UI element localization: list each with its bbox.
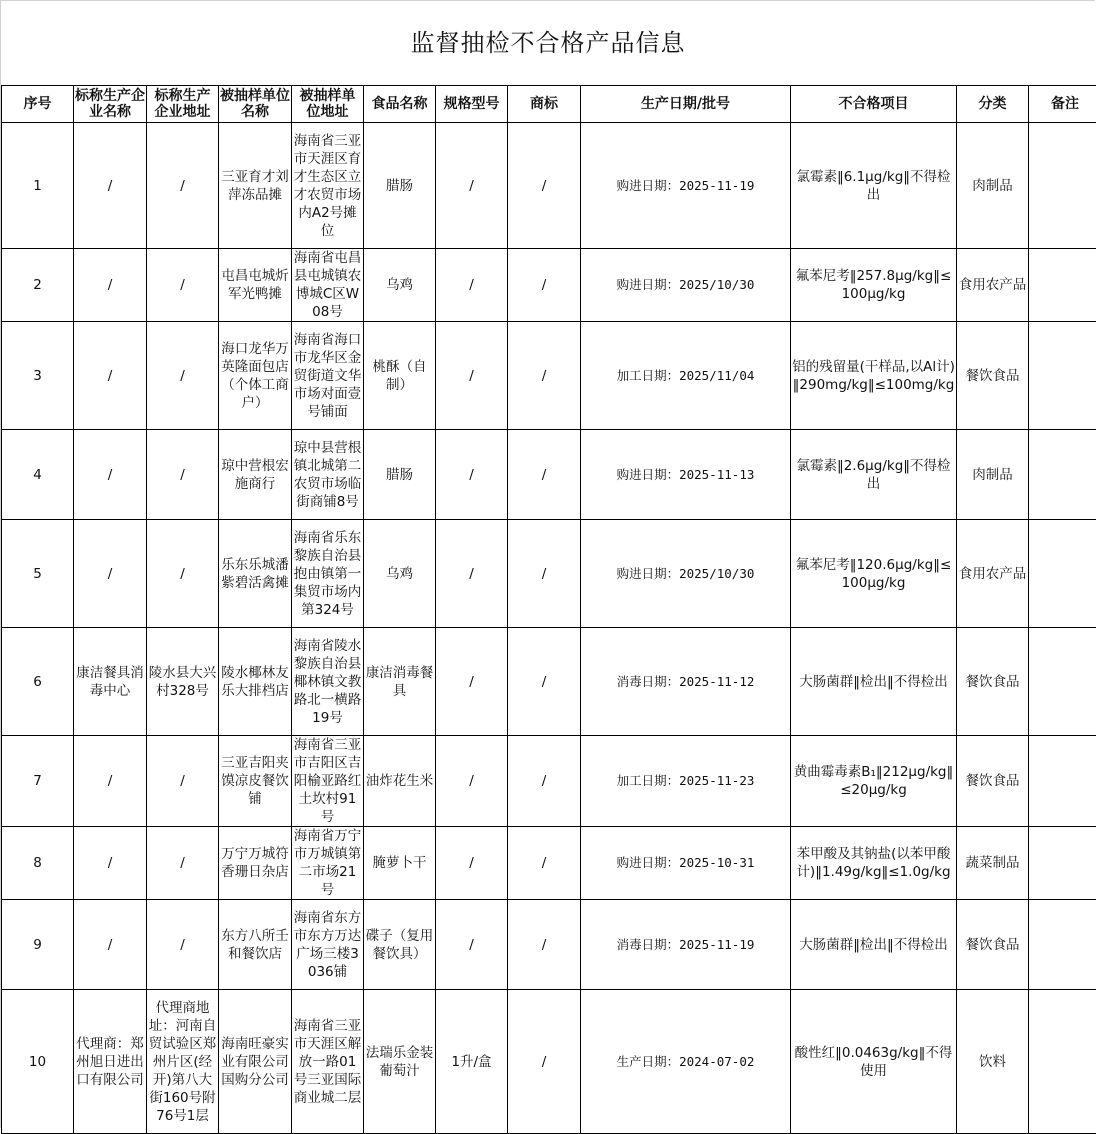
header-cell: 生产日期/批号 <box>581 86 791 123</box>
production-date: 购进日期：2025/10/30 <box>581 520 791 628</box>
row-number: 1 <box>2 123 74 249</box>
brand: / <box>508 430 581 520</box>
manufacturer-name: 代理商：郑州旭日进出口有限公司 <box>74 990 147 1134</box>
remark <box>1029 322 1096 430</box>
sampled-unit-address: 海南省三亚市天涯区育才生态区立才农贸市场内A2号摊位 <box>292 123 364 249</box>
manufacturer-address: / <box>147 322 219 430</box>
table-row <box>2 900 1096 990</box>
table-row <box>2 249 1096 322</box>
brand: / <box>508 123 581 249</box>
manufacturer-address: / <box>147 520 219 628</box>
sampled-unit-address: 海南省东方市东方万达广场三楼3036铺 <box>292 900 364 990</box>
category: 食用农产品 <box>957 249 1029 322</box>
table-row <box>2 628 1096 736</box>
food-name: 碟子（复用餐饮具） <box>364 900 436 990</box>
sampled-unit-name: 屯昌屯城炘军光鸭摊 <box>219 249 292 322</box>
brand: / <box>508 520 581 628</box>
specification: / <box>436 322 508 430</box>
row-number: 5 <box>2 520 74 628</box>
brand: / <box>508 249 581 322</box>
sampled-unit-address: 海南省屯昌县屯城镇农博城C区W08号 <box>292 249 364 322</box>
brand: / <box>508 827 581 900</box>
sampled-unit-address: 海南省三亚市吉阳区吉阳榆亚路红土坎村91号 <box>292 736 364 827</box>
unqualified-item: 苯甲酸及其钠盐(以苯甲酸计)‖1.49g/kg‖≤1.0g/kg <box>791 827 957 900</box>
food-name: 桃酥（自制） <box>364 322 436 430</box>
brand: / <box>508 990 581 1134</box>
header-cell: 标称生产企业地址 <box>147 86 219 123</box>
remark <box>1029 736 1096 827</box>
manufacturer-name: 康洁餐具消毒中心 <box>74 628 147 736</box>
row-number: 9 <box>2 900 74 990</box>
specification: 1升/盒 <box>436 990 508 1134</box>
row-number: 7 <box>2 736 74 827</box>
table-row <box>2 520 1096 628</box>
production-date: 加工日期：2025/11/04 <box>581 322 791 430</box>
header-cell: 序号 <box>2 86 74 123</box>
row-number: 3 <box>2 322 74 430</box>
unqualified-item: 酸性红‖0.0463g/kg‖不得使用 <box>791 990 957 1134</box>
sampled-unit-name: 三亚育才刘萍冻品摊 <box>219 123 292 249</box>
manufacturer-name: / <box>74 430 147 520</box>
production-date: 购进日期：2025-11-13 <box>581 430 791 520</box>
manufacturer-address: 陵水县大兴村328号 <box>147 628 219 736</box>
production-date: 消毒日期：2025-11-12 <box>581 628 791 736</box>
header-row <box>2 86 1096 123</box>
sampled-unit-address: 海南省陵水黎族自治县椰林镇文教路北一横路19号 <box>292 628 364 736</box>
specification: / <box>436 249 508 322</box>
unqualified-products-table <box>1 85 1096 1134</box>
manufacturer-name: / <box>74 249 147 322</box>
sampled-unit-name: 乐东乐城潘紫碧活禽摊 <box>219 520 292 628</box>
sampled-unit-address: 海南省乐东黎族自治县抱由镇第一集贸市场内第324号 <box>292 520 364 628</box>
manufacturer-name: / <box>74 736 147 827</box>
food-name: 腊肠 <box>364 123 436 249</box>
unqualified-item: 氯霉素‖2.6μg/kg‖不得检出 <box>791 430 957 520</box>
sampled-unit-address: 海南省三亚市天涯区解放一路01号三亚国际商业城二层 <box>292 990 364 1134</box>
row-number: 8 <box>2 827 74 900</box>
manufacturer-address: 代理商地址：河南自贸试验区郑州片区(经开)第八大街160号附76号1层 <box>147 990 219 1134</box>
category: 餐饮食品 <box>957 628 1029 736</box>
category: 餐饮食品 <box>957 736 1029 827</box>
page-title: 监督抽检不合格产品信息 <box>1 1 1095 85</box>
production-date: 消毒日期：2025-11-19 <box>581 900 791 990</box>
manufacturer-name: / <box>74 322 147 430</box>
table-row <box>2 123 1096 249</box>
sampled-unit-name: 海南旺豪实业有限公司国购分公司 <box>219 990 292 1134</box>
specification: / <box>436 736 508 827</box>
remark <box>1029 628 1096 736</box>
sampled-unit-name: 海口龙华万英隆面包店（个体工商户） <box>219 322 292 430</box>
sampled-unit-name: 陵水椰林友乐大排档店 <box>219 628 292 736</box>
manufacturer-name: / <box>74 900 147 990</box>
header-cell: 标称生产企业名称 <box>74 86 147 123</box>
brand: / <box>508 900 581 990</box>
food-name: 乌鸡 <box>364 249 436 322</box>
sampled-unit-name: 万宁万城符香珊日杂店 <box>219 827 292 900</box>
header-cell: 食品名称 <box>364 86 436 123</box>
header-cell: 商标 <box>508 86 581 123</box>
production-date: 加工日期：2025-11-23 <box>581 736 791 827</box>
table-row <box>2 827 1096 900</box>
unqualified-item: 大肠菌群‖检出‖不得检出 <box>791 900 957 990</box>
category: 肉制品 <box>957 430 1029 520</box>
unqualified-item: 氟苯尼考‖257.8μg/kg‖≤100μg/kg <box>791 249 957 322</box>
food-name: 腌萝卜干 <box>364 827 436 900</box>
row-number: 10 <box>2 990 74 1134</box>
unqualified-item: 氟苯尼考‖120.6μg/kg‖≤100μg/kg <box>791 520 957 628</box>
sampled-unit-name: 琼中营根宏施商行 <box>219 430 292 520</box>
manufacturer-address: / <box>147 123 219 249</box>
remark <box>1029 990 1096 1134</box>
header-cell: 不合格项目 <box>791 86 957 123</box>
header-cell: 分类 <box>957 86 1029 123</box>
remark <box>1029 827 1096 900</box>
table-row <box>2 990 1096 1134</box>
category: 蔬菜制品 <box>957 827 1029 900</box>
row-number: 2 <box>2 249 74 322</box>
manufacturer-name: / <box>74 520 147 628</box>
production-date: 购进日期：2025-10-31 <box>581 827 791 900</box>
category: 餐饮食品 <box>957 900 1029 990</box>
food-name: 油炸花生米 <box>364 736 436 827</box>
unqualified-item: 大肠菌群‖检出‖不得检出 <box>791 628 957 736</box>
table-row <box>2 322 1096 430</box>
category: 餐饮食品 <box>957 322 1029 430</box>
sampled-unit-address: 琼中县营根镇北城第二农贸市场临街商铺8号 <box>292 430 364 520</box>
remark <box>1029 430 1096 520</box>
remark <box>1029 249 1096 322</box>
brand: / <box>508 736 581 827</box>
food-name: 康洁消毒餐具 <box>364 628 436 736</box>
food-name: 法瑞乐金装葡萄汁 <box>364 990 436 1134</box>
sampled-unit-address: 海南省海口市龙华区金贸街道文华市场对面壹号铺面 <box>292 322 364 430</box>
manufacturer-address: / <box>147 900 219 990</box>
food-name: 腊肠 <box>364 430 436 520</box>
manufacturer-address: / <box>147 827 219 900</box>
category: 饮料 <box>957 990 1029 1134</box>
manufacturer-name: / <box>74 827 147 900</box>
sampled-unit-name: 东方八所壬和餐饮店 <box>219 900 292 990</box>
production-date: 生产日期：2024-07-02 <box>581 990 791 1134</box>
production-date: 购进日期：2025/10/30 <box>581 249 791 322</box>
manufacturer-name: / <box>74 123 147 249</box>
header-cell: 备注 <box>1029 86 1096 123</box>
category: 肉制品 <box>957 123 1029 249</box>
table-row <box>2 736 1096 827</box>
header-cell: 被抽样单位名称 <box>219 86 292 123</box>
brand: / <box>508 322 581 430</box>
table-row <box>2 430 1096 520</box>
remark <box>1029 900 1096 990</box>
row-number: 6 <box>2 628 74 736</box>
unqualified-item: 黄曲霉毒素B₁‖212μg/kg‖≤20μg/kg <box>791 736 957 827</box>
specification: / <box>436 628 508 736</box>
manufacturer-address: / <box>147 736 219 827</box>
category: 食用农产品 <box>957 520 1029 628</box>
header-cell: 被抽样单位地址 <box>292 86 364 123</box>
specification: / <box>436 123 508 249</box>
manufacturer-address: / <box>147 249 219 322</box>
specification: / <box>436 827 508 900</box>
specification: / <box>436 520 508 628</box>
sampled-unit-address: 海南省万宁市万城镇第二市场21号 <box>292 827 364 900</box>
table-body <box>2 123 1096 1134</box>
food-name: 乌鸡 <box>364 520 436 628</box>
specification: / <box>436 900 508 990</box>
unqualified-item: 氯霉素‖6.1μg/kg‖不得检出 <box>791 123 957 249</box>
header-cell: 规格型号 <box>436 86 508 123</box>
manufacturer-address: / <box>147 430 219 520</box>
row-number: 4 <box>2 430 74 520</box>
remark <box>1029 520 1096 628</box>
brand: / <box>508 628 581 736</box>
specification: / <box>436 430 508 520</box>
production-date: 购进日期：2025-11-19 <box>581 123 791 249</box>
sampled-unit-name: 三亚吉阳夹馍凉皮餐饮铺 <box>219 736 292 827</box>
remark <box>1029 123 1096 249</box>
unqualified-item: 铝的残留量(干样品,以Al计)‖290mg/kg‖≤100mg/kg <box>791 322 957 430</box>
